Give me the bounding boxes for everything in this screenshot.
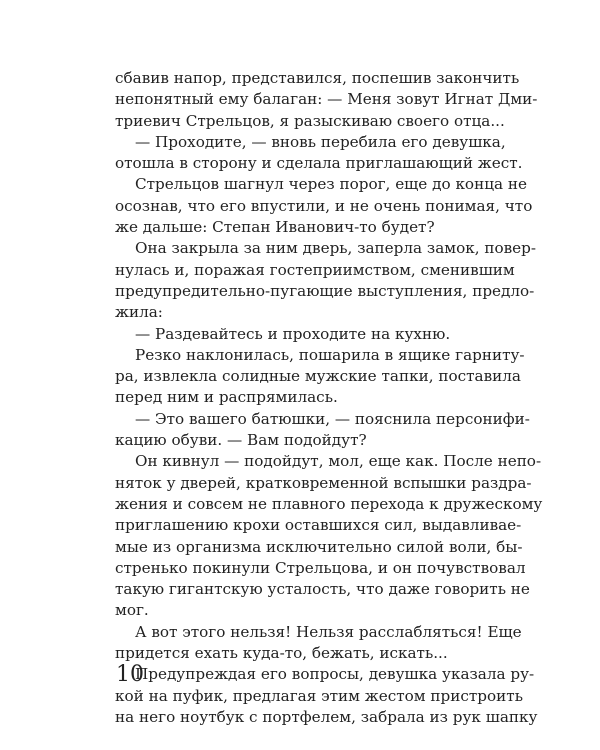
text-line: Предупреждая его вопросы, девушка указала ру- [135,665,535,684]
text-line: Она закрыла за ним дверь, заперла замок, повер- [135,239,537,258]
text-line: — Раздевайтесь и проходите на кухню. [135,324,451,343]
text-line: перед ним и распрямилась. [115,388,338,407]
text-line: мог. [115,601,149,620]
text-line: Он кивнул — подойдут, мол, еще как. После непо- [135,452,542,471]
text-line: приглашению крохи оставшихся сил, выдавливае- [115,516,522,535]
body-text [115,68,543,728]
text-line: отошла в сторону и сделала приглашающий жест. [115,154,523,173]
text-line: нулась и, поражая гостеприимством, сменившим [115,260,515,279]
text-line: Стрельцов шагнул через порог, еще до конца не [135,175,527,194]
text-line: мые из организма исключительно силой воли, бы- [115,537,523,556]
text-line: стренько покинули Стрельцова, и он почувствовал [115,558,526,577]
text-line: няток у дверей, кратковременной вспышки раздра- [115,473,532,492]
text-line: — Это вашего батюшки, — пояснила персонифи- [135,409,530,428]
text-line: Резко наклонилась, пошарила в ящике гарниту- [135,345,525,364]
text-line: же дальше: Степан Иванович-то будет? [115,218,435,237]
text-line: — Проходите, — вновь перебила его девушка, [135,132,506,151]
text-line: предупредительно-пугающие выступления, предло- [115,281,535,300]
page-number: 10 [116,662,144,687]
text-line: осознав, что его впустили, и не очень понимая, что [115,196,533,215]
text-line: жения и совсем не плавного перехода к дружескому [115,494,543,513]
text-line: непонятный ему балаган: — Меня зовут Игнат Дми- [115,90,538,109]
text-line: на него ноутбук с портфелем, забрала из рук шапку [115,707,538,726]
text-line: придется ехать куда-то, бежать, искать... [115,644,448,663]
text-line: триевич Стрельцов, я разыскиваю своего отца... [115,111,505,130]
text-line: сбавив напор, представился, поспешив закончить [115,69,520,87]
text-line: кой на пуфик, предлагая этим жестом пристроить [115,686,523,705]
text-line: ра, извлекла солидные мужские тапки, поставила [115,367,521,386]
text-line: кацию обуви. — Вам подойдут? [115,431,367,450]
text-line: жила: [115,303,163,322]
text-line: такую гигантскую усталость, что даже говорить не [115,580,530,599]
text-line: А вот этого нельзя! Нельзя расслабляться! Еще [135,622,522,641]
